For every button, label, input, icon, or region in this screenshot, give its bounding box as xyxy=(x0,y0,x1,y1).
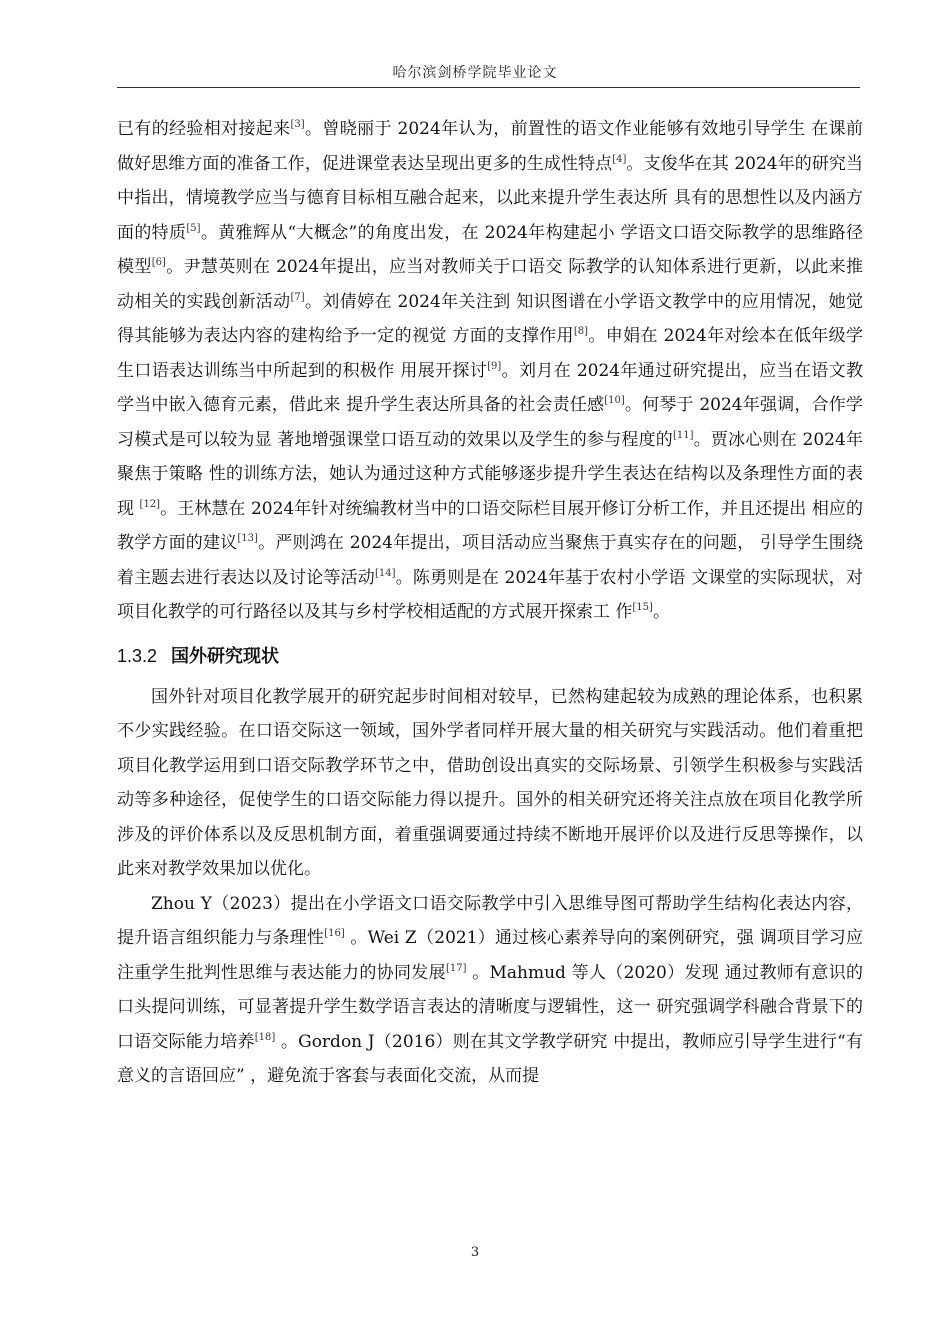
body-text xyxy=(117,112,863,1094)
text-run: 。王林慧在 2024年针对统编教材当中的口语交际栏目展开修订分析工作，并且还提出 相应的教学方面的建议 xyxy=(117,498,863,553)
text-run: 。何琴于 2024年强调，合作学习模式是可以较为显 著地增强课堂口语互动的效果以及学生的参与程度的 xyxy=(117,395,863,450)
citation-marker: [8] xyxy=(573,326,589,337)
running-header: 哈尔滨剑桥学院毕业论文 xyxy=(392,65,558,81)
citation-marker: [16] xyxy=(324,928,345,939)
citation-marker: [11] xyxy=(673,429,694,441)
text-run: 已有的经验相对接起来 xyxy=(117,119,291,139)
citation-marker: [3] xyxy=(290,119,305,130)
paragraph-foreign-studies xyxy=(117,887,863,1094)
citation-marker: [18] xyxy=(254,1031,276,1043)
text-run: 。 xyxy=(652,602,670,622)
page-number: 3 xyxy=(470,1245,480,1260)
section-heading xyxy=(117,639,863,674)
text-run: Zhou Y（2023）提出在小学语文口语交际教学中引入思维导图可帮助学生结构化表达内容，提升语言组织能力与条理性 xyxy=(117,893,863,948)
text-run: 。黄雅辉从“大概念”的角度出发，在 2024年构建起小 学语文口语交际教学的思维路径模型 xyxy=(117,222,864,277)
text-run: 。尹慧英则在 2024年提出，应当对教师关于口语交 际教学的认知体系进行更新，以此来推动相关的实践创新活动 xyxy=(117,257,863,312)
text-run: 。刘月在 2024年通过研究提出，应当在语文教学当中嵌入德育元素，借此来 提升学生表达所具备的社会责任感 xyxy=(117,360,864,415)
text-run: 。贾冰心则在 2024年聚焦于策略 性的训练方法，她认为通过这种方式能够逐步提升学生表达在结构以及条理性方面的表现 xyxy=(117,429,863,519)
citation-marker: [5] xyxy=(186,222,201,234)
citation-marker: [10] xyxy=(604,395,625,406)
text-run: 。刘倩婷在 2024年关注到 知识图谱在小学语文教学中的应用情况，她觉得其能够为表达内容的建构给予一定的视觉 方面的支撑作用 xyxy=(117,291,863,346)
text-run: 。陈勇则是在 2024年基于农村小学语 文课堂的实际现状，对项目化教学的可行路径以及其与乡村学校相适配的方式展开探索工 作 xyxy=(117,567,863,622)
section-number: 1.3.2 xyxy=(117,645,158,666)
text-run: 。Mahmud 等人（2020）发现 通过教师有意识的口头提问训练，可显著提升学生数学语言表达的清晰度与逻辑性，这一 研究强调学科融合背景下的口语交际能力培养 xyxy=(117,962,864,1052)
header-rule xyxy=(117,87,860,88)
text-run: 。Gordon J（2016）则在其文学教学研究 中提出，教师应引导学生进行“有意义的言语回应” ，避免流于客套与表面化交流，从而提 xyxy=(117,1031,863,1086)
citation-marker: [15] xyxy=(632,602,653,613)
citation-marker: [13] xyxy=(237,533,258,544)
citation-marker: [6] xyxy=(151,257,166,268)
citation-marker: [4] xyxy=(612,153,627,165)
text-run: 。申娟在 2024年对绘本在低年级学生口语表达训练当中所起到的积极作 用展开探讨 xyxy=(117,326,863,381)
citation-marker: [9] xyxy=(487,360,502,372)
text-run: 。Wei Z（2021）通过核心素养导向的案例研究，强 调项目学习应注重学生批判性思维与表达能力的协同发展 xyxy=(117,928,864,983)
citation-marker: [12] xyxy=(139,498,161,510)
paragraph-domestic-review xyxy=(117,112,863,630)
citation-marker: [7] xyxy=(290,291,305,303)
paragraph-foreign-overview: 国外针对项目化教学展开的研究起步时间相对较早，已然构建起较为成熟的理论体系，也积累不少实践经验。在口语交际这一领域，国外学者同样开展大量的相关研究与实践活动。他们着重把项目化教学运用到口语交际教学环节之中，借助创设出真实的交际场景、引领学生积极参与实践活动等多种途径，促使学生的口语交际能力得以提升。国外的相关研究还将关注点放在项目化教学所涉及的评价体系以及反思机制方面，着重强调要通过持续不断地开展评价以及进行反思等操作，以此来对教学效果加以优化。 xyxy=(117,686,863,879)
text-run: 。支俊华在其 2024年的研究当中指出，情境教学应当与德育目标相互融合起来，以此来提升学生表达所 具有的思想性以及内涵方面的特质 xyxy=(117,153,864,243)
section-title: 国外研究现状 xyxy=(171,645,280,667)
citation-marker: [14] xyxy=(375,567,396,579)
text-run: 。严则鸿在 2024年提出，项目活动应当聚焦于真实存在的问题， 引导学生围绕着主题去进行表达以及讨论等活动 xyxy=(117,533,863,588)
citation-marker: [17] xyxy=(445,962,467,974)
text-run: 。曾晓丽于 2024年认为，前置性的语文作业能够有效地引导学生 在课前做好思维方面的准备工作，促进课堂表达呈现出更多的生成性特点 xyxy=(117,119,863,174)
